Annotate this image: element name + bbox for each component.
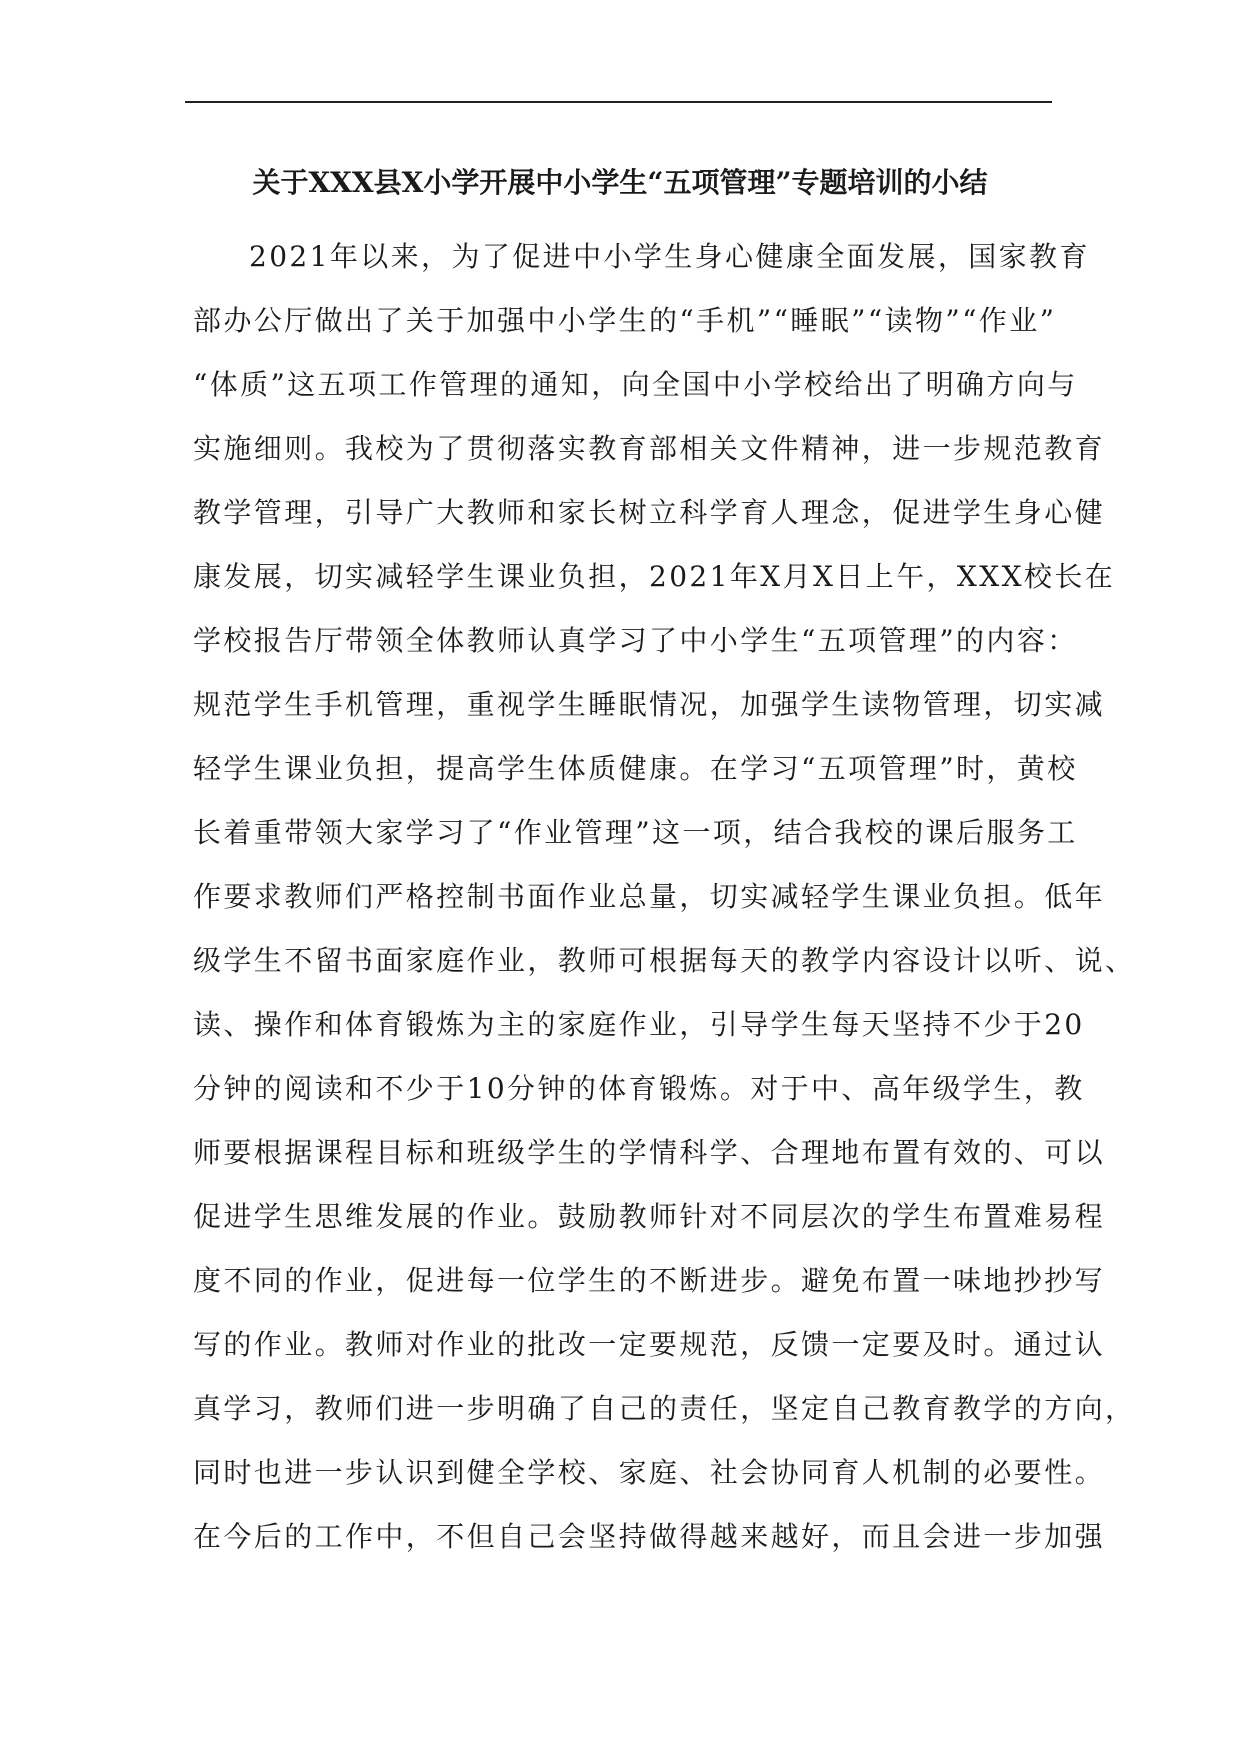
body-line: 部办公厅做出了关于加强中小学生的“手机”“睡眠”“读物”“作业” [193,304,1057,337]
body-line: 度不同的作业，促进每一位学生的不断进步。避免布置一味地抄抄写 [193,1264,1106,1297]
body-line: 在今后的工作中，不但自己会坚持做得越来越好，而且会进一步加强 [193,1520,1106,1553]
body-line: 轻学生课业负担，提高学生体质健康。在学习“五项管理”时，黄校 [193,752,1078,785]
body-line: 真学习，教师们进一步明确了自己的责任，坚定自己教育教学的方向， [193,1392,1136,1425]
body-line: 规范学生手机管理，重视学生睡眠情况，加强学生读物管理，切实减 [193,688,1106,721]
body-line: 师要根据课程目标和班级学生的学情科学、合理地布置有效的、可以 [193,1136,1106,1169]
body-line: “体质”这五项工作管理的通知，向全国中小学校给出了明确方向与 [193,368,1078,401]
header-rule [185,101,1052,103]
body-line: 实施细则。我校为了贯彻落实教育部相关文件精神，进一步规范教育 [193,432,1106,465]
body-line: 分钟的阅读和不少于10分钟的体育锻炼。对于中、高年级学生，教 [193,1072,1085,1105]
body-line: 写的作业。教师对作业的批改一定要规范，反馈一定要及时。通过认 [193,1328,1106,1361]
body-paragraph [193,225,1136,1569]
body-line: 康发展，切实减轻学生课业负担，2021年X月X日上午，XXX校长在 [193,560,1116,593]
document-title: 关于XXX县X小学开展中小学生“五项管理”专题培训的小结 [252,166,988,199]
body-line: 教学管理，引导广大教师和家长树立科学育人理念，促进学生身心健 [193,496,1106,529]
body-line: 级学生不留书面家庭作业，教师可根据每天的教学内容设计以听、说、 [193,944,1136,977]
body-line: 2021年以来，为了促进中小学生身心健康全面发展，国家教育 [249,240,1090,273]
body-line: 学校报告厅带领全体教师认真学习了中小学生“五项管理”的内容： [193,624,1078,657]
body-line: 长着重带领大家学习了“作业管理”这一项，结合我校的课后服务工 [193,816,1078,849]
body-line: 读、操作和体育锻炼为主的家庭作业，引导学生每天坚持不少于20 [193,1008,1085,1041]
body-line: 作要求教师们严格控制书面作业总量，切实减轻学生课业负担。低年 [193,880,1106,913]
body-line: 同时也进一步认识到健全学校、家庭、社会协同育人机制的必要性。 [193,1456,1106,1489]
body-line: 促进学生思维发展的作业。鼓励教师针对不同层次的学生布置难易程 [193,1200,1106,1233]
